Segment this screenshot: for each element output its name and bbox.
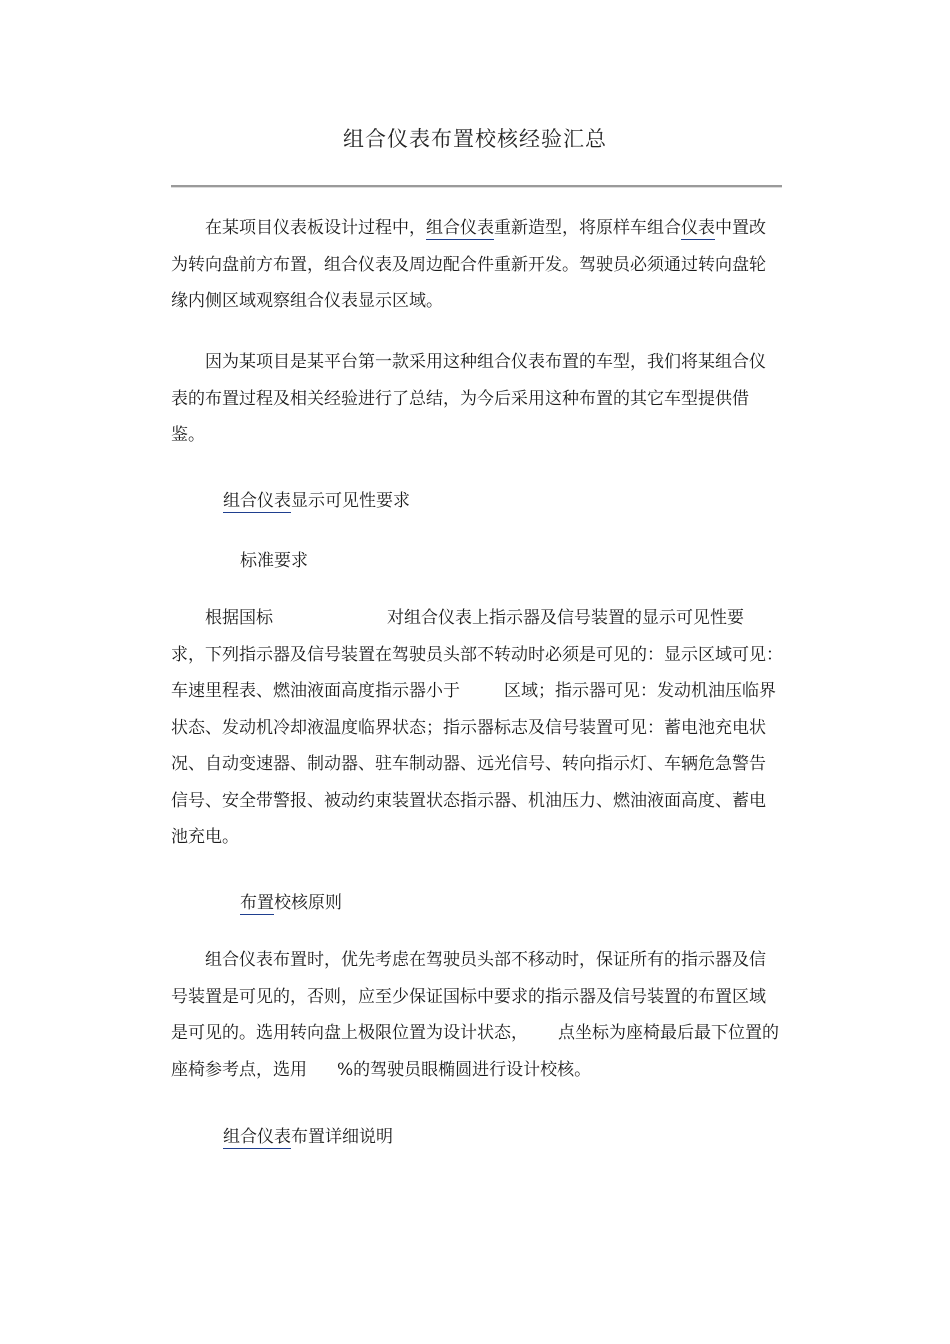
std-line-4: 状态、发动机冷却液温度临界状态；指示器标志及信号装置可见：蓄电池充电状: [171, 717, 766, 738]
std-text-b: 对组合仪表上指示器及信号装置的显示可见性要: [387, 608, 744, 628]
section1-heading-link[interactable]: 组合仪表: [223, 491, 291, 511]
instrument-link[interactable]: 仪表: [681, 218, 715, 238]
intro-p1-line-3: 缘内侧区域观察组合仪表显示区域。: [171, 291, 443, 311]
pr-line-4a: 座椅参考点，选用: [171, 1059, 307, 1080]
pr-line-3b: 点坐标为座椅最后最下位置的: [558, 1023, 779, 1043]
intro-p2-line-3: 鉴。: [171, 425, 205, 445]
subheading-standard: 标准要求: [240, 551, 308, 571]
intro-p1-text-a: 在某项目仪表板设计过程中，: [205, 218, 426, 238]
std-text-a: 根据国标: [205, 608, 273, 628]
intro-p1-text-c: 中置改: [715, 218, 766, 238]
intro-p1-line-2: 为转向盘前方布置，组合仪表及周边配合件重新开发。驾驶员必须通过转向盘轮: [171, 254, 766, 275]
section2-heading-text: 布置详细说明: [291, 1127, 393, 1147]
document-title: 组合仪表布置校核经验汇总: [343, 127, 607, 151]
std-line-5: 况、自动变速器、制动器、驻车制动器、远光信号、转向指示灯、车辆危急警告: [171, 754, 766, 774]
section-heading-visibility: [223, 486, 410, 511]
std-line-7: 池充电。: [171, 827, 239, 847]
std-line-2: 求，下列指示器及信号装置在驾驶员头部不转动时必须是可见的：显示区域可见：: [171, 644, 783, 665]
title-divider: [171, 185, 782, 187]
pr-line-1: 组合仪表布置时，优先考虑在驾驶员头部不移动时，保证所有的指示器及信: [205, 950, 766, 970]
intro-p2-line-2: 表的布置过程及相关经验进行了总结，为今后采用这种布置的其它车型提供借: [171, 388, 749, 409]
principle-paragraph: [171, 942, 782, 1088]
intro-paragraph-1: [171, 210, 782, 320]
subheading-principle-text: 校核原则: [274, 893, 342, 913]
section-heading-details: [223, 1122, 393, 1147]
intro-paragraph-2: [171, 344, 782, 454]
pr-line-3a: 是可见的。选用转向盘上极限位置为设计状态，: [171, 1023, 528, 1043]
pr-line-2: 号装置是可见的，否则，应至少保证国标中要求的指示器及信号装置的布置区域: [171, 986, 766, 1007]
std-line-3a: 车速里程表、燃油液面高度指示器小于: [171, 681, 460, 701]
pr-line-4b: %的驾驶员眼椭圆进行设计校核。: [337, 1059, 592, 1080]
subheading-principle: [240, 888, 342, 913]
standard-paragraph: [171, 600, 782, 856]
intro-p1-text-b: 重新造型，将原样车组合: [494, 218, 681, 238]
section1-heading-text: 显示可见性要求: [291, 491, 410, 511]
layout-link[interactable]: 布置: [240, 893, 274, 913]
section2-heading-link[interactable]: 组合仪表: [223, 1127, 291, 1147]
intro-p2-line-1: 因为某项目是某平台第一款采用这种组合仪表布置的车型，我们将某组合仪: [205, 352, 766, 372]
cluster-link[interactable]: 组合仪表: [426, 218, 494, 238]
std-line-6: 信号、安全带警报、被动约束装置状态指示器、机油压力、燃油液面高度、蓄电: [171, 790, 766, 811]
std-line-3b: 区域；指示器可见：发动机油压临界: [504, 681, 776, 701]
